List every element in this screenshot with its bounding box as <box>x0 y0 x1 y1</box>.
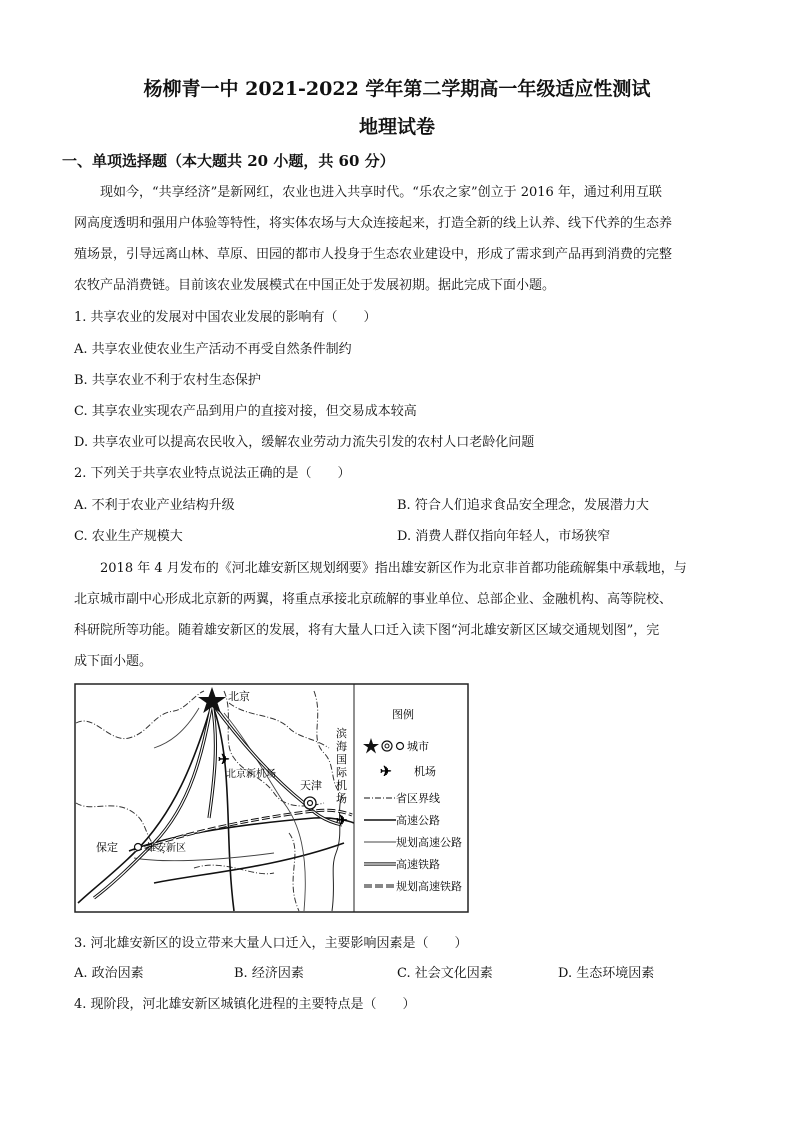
exam-subtitle: 地理试卷 <box>358 116 435 138</box>
passage-1-line: 殖场景，引导远离山林、草原、田园的都市人投身于生态农业建设中，形成了需求到产品再到消费的完整 <box>74 247 673 262</box>
question-2-stem: 2. 下列关于共享农业特点说法正确的是（ ） <box>74 466 351 481</box>
passage-2-line: 科研院所等功能。随着雄安新区的发展，将有大量人口迁入读下图“河北雄安新区区域交通规划图”，完 <box>74 623 660 638</box>
svg-text:机: 机 <box>336 780 347 792</box>
question-2-option-c[interactable]: C. 农业生产规模大 <box>74 529 183 544</box>
map-label-baoding: 保定 <box>96 842 118 854</box>
binhai-airport-icon: ✈ <box>336 812 348 828</box>
passage-2 <box>74 553 724 677</box>
question-4-stem: 4. 现阶段，河北雄安新区城镇化进程的主要特点是（ ） <box>74 997 416 1012</box>
question-2-option-d[interactable]: D. 消费人群仅指向年轻人，市场狭窄 <box>397 529 611 544</box>
legend-planned-rail: 规划高速铁路 <box>396 881 462 893</box>
legend-airport: 机场 <box>414 766 436 778</box>
map-label-new-airport: 北京新机场 <box>226 769 276 780</box>
passage-2-line: 北京城市副中心形成北京新的两翼，将重点承接北京疏解的事业单位、总部企业、金融机构、高等院校、 <box>74 592 673 607</box>
passage-1-line: 农牧产品消费链。目前该农业发展模式在中国正处于发展初期。据此完成下面小题。 <box>74 278 556 293</box>
passage-2-line: 成下面小题。 <box>74 654 153 669</box>
svg-text:海: 海 <box>336 741 347 753</box>
section-heading: 一、单项选择题（本大题共 20 小题，共 60 分） <box>62 152 395 170</box>
baoding-city-icon <box>135 844 142 851</box>
svg-text:场: 场 <box>336 793 347 805</box>
legend-circle-icon <box>397 743 404 750</box>
map-label-tianjin: 天津 <box>300 780 322 792</box>
passage-1-line: 现如今，“共享经济”是新网红，农业也进入共享时代。“乐农之家”创立于 2016 年，通过利用互联 <box>100 185 662 200</box>
question-3-option-a[interactable]: A. 政治因素 <box>74 966 144 981</box>
question-2-option-a[interactable]: A. 不利于农业产业结构升级 <box>74 498 235 513</box>
airport-icon: ✈ <box>218 751 230 767</box>
legend-title: 图例 <box>392 709 414 721</box>
map-label-binhai-airport <box>336 726 348 805</box>
question-1-stem: 1. 共享农业的发展对中国农业发展的影响有（ ） <box>74 310 377 325</box>
svg-text:国: 国 <box>336 754 347 766</box>
question-3-option-b[interactable]: B. 经济因素 <box>234 966 304 981</box>
legend-boundary: 省区界线 <box>396 793 440 805</box>
question-1-option-b[interactable]: B. 共享农业不利于农村生态保护 <box>74 373 261 388</box>
traffic-plan-map <box>74 683 469 913</box>
passage-1-line: 网高度透明和强用户体验等特性，将实体农场与大众连接起来，打造全新的线上认养、线下代养的生态养 <box>74 216 673 231</box>
svg-text:际: 际 <box>336 767 347 779</box>
question-3-option-c[interactable]: C. 社会文化因素 <box>397 966 493 981</box>
question-1-option-d[interactable]: D. 共享农业可以提高农民收入，缓解农业劳动力流失引发的农村人口老龄化问题 <box>74 435 535 450</box>
legend-highway: 高速公路 <box>396 815 440 827</box>
map-label-xiongan: 雄安新区 <box>146 843 186 854</box>
exam-title: 杨柳青一中 2021-2022 学年第二学期高一年级适应性测试 <box>143 78 651 100</box>
map-label-beijing: 北京 <box>228 691 250 703</box>
legend-rail: 高速铁路 <box>396 859 440 871</box>
legend-city: 城市 <box>407 741 429 753</box>
svg-text:滨: 滨 <box>336 728 347 740</box>
question-3-stem: 3. 河北雄安新区的设立带来大量人口迁入，主要影响因素是（ ） <box>74 936 468 951</box>
question-1-option-a[interactable]: A. 共享农业使农业生产活动不再受自然条件制约 <box>74 342 352 357</box>
question-3-option-d[interactable]: D. 生态环境因素 <box>558 966 655 981</box>
question-2-option-b[interactable]: B. 符合人们追求食品安全理念，发展潜力大 <box>397 498 649 513</box>
question-1-option-c[interactable]: C. 其享农业实现农产品到用户的直接对接，但交易成本较高 <box>74 404 417 419</box>
passage-2-line: 2018 年 4 月发布的《河北雄安新区规划纲要》指出雄安新区作为北京非首都功能疏解集中承载地，与 <box>100 561 687 576</box>
legend-airport-icon: ✈ <box>380 763 392 779</box>
passage-1 <box>74 177 724 301</box>
legend-planned-highway: 规划高速公路 <box>396 837 462 849</box>
